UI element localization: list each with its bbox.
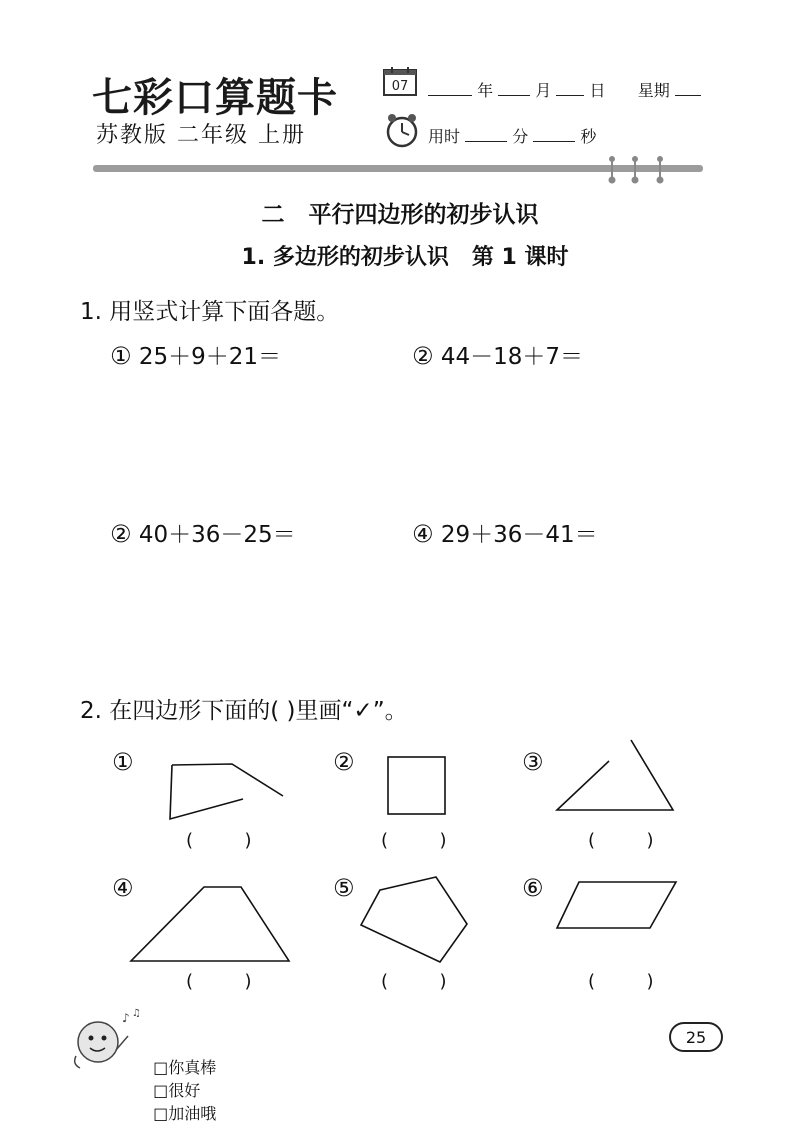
answer-box-4[interactable]: ( ) [186,971,252,992]
svg-text:♫: ♫ [132,1008,141,1019]
rating-good[interactable]: □很好 [153,1081,201,1100]
time-prefix: 用时 [428,127,461,146]
binder-pins-icon [604,156,674,184]
day-blank[interactable] [556,81,584,96]
time-line [428,124,596,147]
shape-label-3: ③ [522,748,544,776]
brand-title: 七彩口算题卡 [92,74,338,121]
shape-label-1: ① [112,748,134,776]
calc-item-2 [412,338,583,371]
date-line [428,78,701,101]
day-label: 日 [589,81,606,100]
open-triangle-figure [552,736,680,816]
shape-label-2: ② [333,748,355,776]
calc-item-1 [110,338,281,371]
shape-label-4: ④ [112,874,134,902]
month-blank[interactable] [498,81,530,96]
answer-box-6[interactable]: ( ) [588,971,654,992]
minute-label: 分 [512,127,529,146]
calc-item-3 [110,516,296,549]
page-number-badge [668,1020,724,1054]
calendar-icon [383,66,417,96]
calc-expression: 29＋36－41＝ [440,522,598,548]
answer-box-2[interactable]: ( ) [381,830,447,851]
second-label: 秒 [580,127,597,146]
chapter-title: 二 平行四边形的初步认识 [261,202,539,228]
rating-great[interactable]: □你真棒 [153,1058,217,1077]
page-number: 25 [685,1028,707,1047]
pentagon-figure [356,872,472,966]
answer-box-3[interactable]: ( ) [588,830,654,851]
trapezoid-figure [126,882,296,966]
calc-item-label: ④ [412,520,434,548]
parallelogram-figure [552,877,682,935]
calc-expression: 44－18＋7＝ [440,344,583,370]
calc-item-label: ① [110,342,132,370]
calc-expression: 40＋36－25＝ [138,522,296,548]
shape-label-5: ⑤ [333,874,355,902]
lesson-title: 1. 多边形的初步认识 第 1 课时 [241,245,569,270]
year-blank[interactable] [428,81,472,96]
mascot-icon [64,1006,144,1072]
question-1-title: 1. 用竖式计算下面各题。 [80,299,340,325]
weekday-blank[interactable] [675,81,701,96]
answer-box-1[interactable]: ( ) [186,830,252,851]
edition-label: 苏教版 二年级 上册 [96,123,306,148]
alarm-clock-icon [385,112,419,148]
calc-item-label: ② [110,520,132,548]
second-blank[interactable] [533,127,575,142]
minute-blank[interactable] [465,127,507,142]
rating-options [143,1036,216,1124]
square-figure [382,754,452,820]
calc-item-label: ② [412,342,434,370]
calendar-number: 07 [391,79,409,94]
month-label: 月 [535,81,552,100]
answer-box-5[interactable]: ( ) [381,971,447,992]
rating-try-harder[interactable]: □加油哦 [153,1104,217,1123]
calc-expression: 25＋9＋21＝ [138,344,281,370]
weekday-label: 星期 [637,81,670,100]
svg-text:♪: ♪ [122,1011,130,1025]
year-label: 年 [477,81,494,100]
question-2-title: 2. 在四边形下面的( )里画“✓”。 [80,698,408,724]
calc-item-4 [412,516,598,549]
open-shape-figure [160,755,290,825]
shape-label-6: ⑥ [522,874,544,902]
